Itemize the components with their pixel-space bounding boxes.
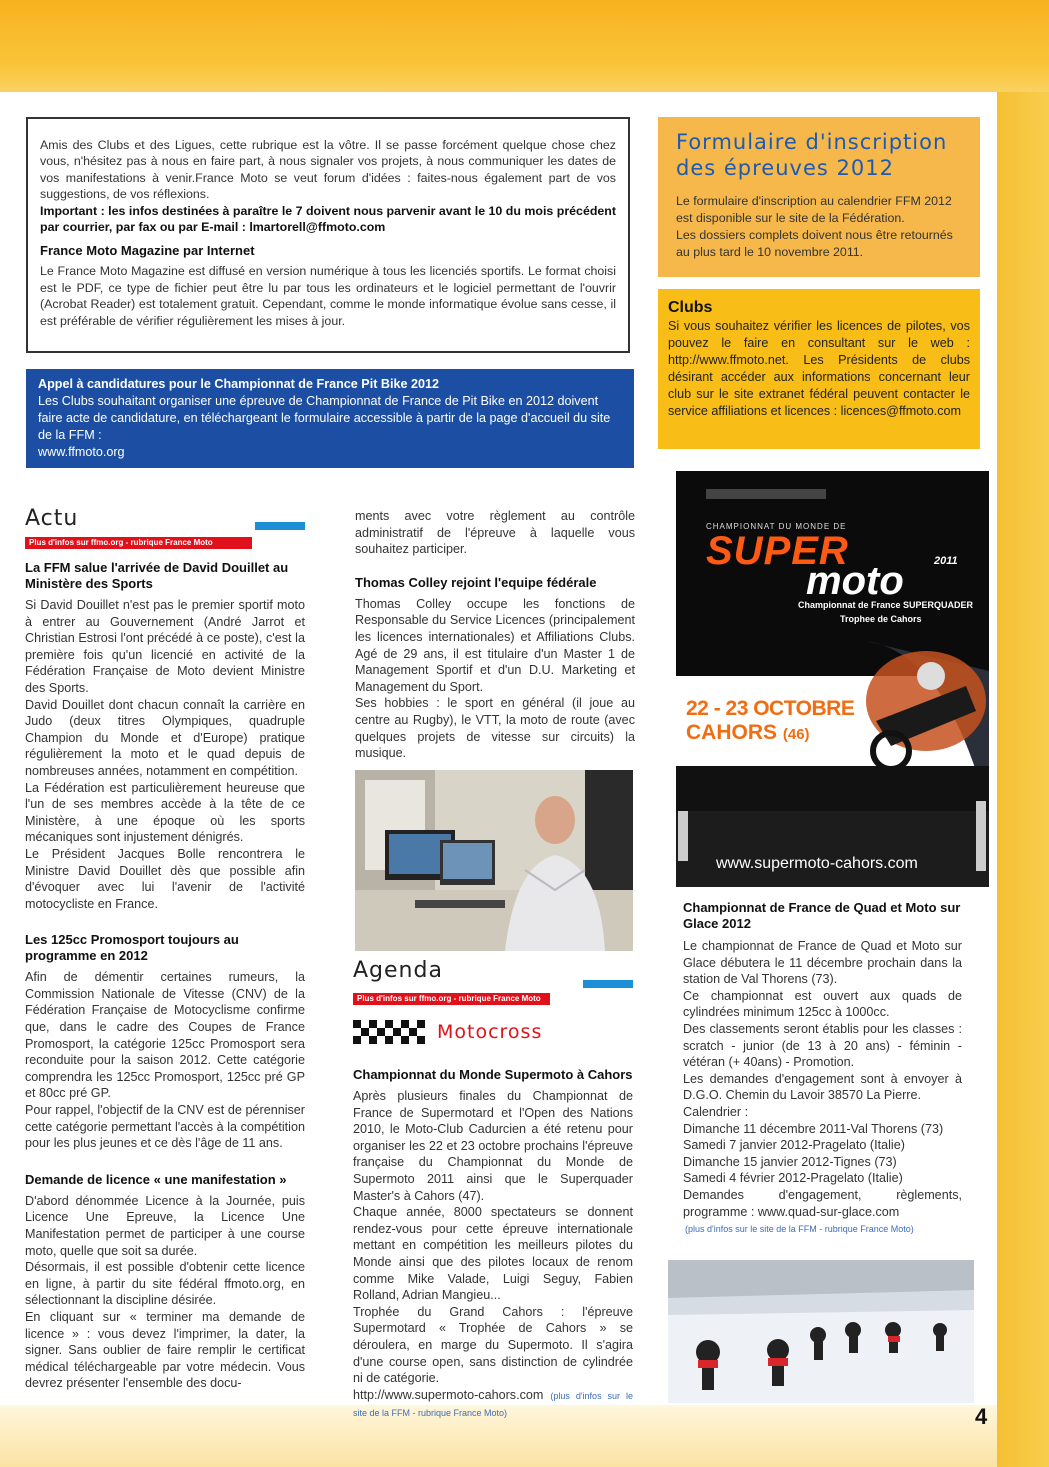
article-douillet-p4: Le Président Jacques Bolle rencontrera le Ministre David Douillet dès que possible afin d'évoquer avec lui l'avenir de l'activité motocycliste en France. xyxy=(25,846,305,911)
agenda-column xyxy=(353,1067,633,1422)
colley-photo xyxy=(355,770,633,951)
pitbike-box xyxy=(26,369,634,468)
quad-p3: Des classements seront établis pour les classes : scratch - junior (de 13 à 20 ans) - féminin - vétéran (+ 40ans) - Promotion. xyxy=(683,1021,962,1070)
actu-section-title: Actu xyxy=(25,506,79,531)
formulaire-box xyxy=(658,117,980,277)
article-douillet-title: La FFM salue l'arrivée de David Douillet au Ministère des Sports xyxy=(25,560,289,591)
page-number: 4 xyxy=(975,1404,988,1429)
pitbike-text: Les Clubs souhaitant organiser une épreuve de Championnat de France de Pit Bike en 2012 doivent faire acte de candidature, en téléchargeant le formulaire accessible à partir de la page d'accueil du site de la FFM : xyxy=(38,394,611,442)
poster-place xyxy=(686,721,810,745)
middle-column xyxy=(355,508,635,762)
formulaire-text1: Le formulaire d'inscription au calendrier FFM 2012 est disponible sur le site de la Fédération. xyxy=(676,194,952,225)
poster-top-line: CHAMPIONNAT DU MONDE DE xyxy=(706,522,847,531)
actu-blue-marker xyxy=(255,522,305,530)
clubs-title: Clubs xyxy=(668,299,713,316)
article-licence-p1: D'abord dénommée Licence à la Journée, puis Licence Une Epreuve, la Licence Une Manifestation permet de participer à une course moto, quelle que soit sa durée. xyxy=(25,1193,305,1258)
quad-title: Championnat de France de Quad et Moto sur Glace 2012 xyxy=(683,900,961,931)
poster-dates: 22 - 23 OCTOBRE xyxy=(686,697,855,720)
poster-super: SUPER xyxy=(706,529,849,573)
agenda-section-title: Agenda xyxy=(353,958,443,983)
poster-moto: moto xyxy=(806,559,904,603)
quad-date-3: Dimanche 15 janvier 2012-Tignes (73) xyxy=(683,1154,897,1169)
poster-sub2: Trophee de Cahors xyxy=(840,614,922,624)
poster-dept: (46) xyxy=(782,726,810,743)
quad-p4: Les demandes d'engagement sont à envoyer à D.G.O. Chemin du Lavoir 38570 La Pierre. xyxy=(683,1071,962,1103)
quad-p1: Le championnat de France de Quad et Moto sur Glace débutera le 11 décembre prochain dans la station de Val Thorens (73). xyxy=(683,939,962,987)
quad-date-2: Samedi 7 janvier 2012-Pragelato (Italie) xyxy=(683,1138,905,1153)
article-licence-p3: En cliquant sur « terminer ma demande de licence » : vous devez l'imprimer, la dater, la signer. Sans oublier de faire remplir le certificat médical téléchargeable par votre médecin. Vous devrez présenter l'ensemble des docu- xyxy=(25,1309,305,1391)
article-douillet-p3: La Fédération est particulièrement heureuse que l'un de ses membres accède à la tête de ce Ministère, à une époque où les sports mécaniques sont injustement dénigrés. xyxy=(25,780,305,845)
quad-date-1: Dimanche 11 décembre 2011-Val Thorens (73) xyxy=(683,1121,944,1136)
quad-p5: Demandes d'engagement, règlements, programme : www.quad-sur-glace.com xyxy=(683,1187,962,1219)
formulaire-text2: Les dossiers complets doivent nous être retournés au plus tard le 10 novembre 2011. xyxy=(676,228,953,259)
motocross-subtitle: Motocross xyxy=(437,1021,543,1043)
top-color-band xyxy=(0,0,1049,96)
article-douillet-p1: Si David Douillet n'est pas le premier sportif moto à entrer au Gouvernement (André Jarrot et Christian Estrosi l'ont précédé à ce poste), c'est la première fois qu'un licencié en activité de la Fédération Française de Moto devient Ministre des Sports. xyxy=(25,598,305,695)
actu-column xyxy=(25,560,305,1392)
internet-title: France Moto Magazine par Internet xyxy=(40,243,255,259)
intro-box xyxy=(26,117,630,353)
supermoto-more-info: (plus d'infos sur le site de la FFM - rubrique France Moto) xyxy=(353,1390,633,1419)
intro-important: Important : les infos destinées à paraître le 7 doivent nous parvenir avant le 10 du mois précédent par courrier, par fax ou par E-mail : lmartorell@ffmoto.com xyxy=(40,203,616,235)
formulaire-title: Formulaire d'inscription des épreuves 2012 xyxy=(676,130,948,180)
poster-url: www.supermoto-cahors.com xyxy=(716,855,918,872)
agenda-red-bar: Plus d'infos sur ffmo.org - rubrique France Moto xyxy=(353,993,550,1005)
supermoto-p3: Trophée du Grand Cahors : l'épreuve Supermotard « Trophée de Cahors » se déroulera, en marge du Supermoto. Il s'agira d'une course open, sans distinction de cylindrée ni de catégorie. xyxy=(353,1304,633,1386)
quad-column xyxy=(683,900,962,1234)
article-douillet-p2: David Douillet dont chacun connaît la carrière en Judo (deux titres Olympiques, quadruple Champion du Monde et d'Europe) pratique régulièrement la moto et le quad depuis de nombreuses années, notamment en compétition. xyxy=(25,697,305,778)
actu-red-bar: Plus d'infos sur ffmo.org - rubrique France Moto xyxy=(25,537,252,549)
article-licence-p2: Désormais, il est possible d'obtenir cette licence en ligne, à partir du site fédéral ffmoto.org, en sélectionnant la discipline désirée. xyxy=(25,1260,305,1308)
internet-text: Le France Moto Magazine est diffusé en version numérique à tous les licenciés sportifs. Le format choisi est le PDF, ce type de fichier peut être lu par tous les ordinateurs et le logiciel permettant de l'ouvrir (Acrobat Reader) est totalement gratuit. Cependant, comme le monde informatique évolue sans cesse, il est préférable de vérifier régulièrement les mises à jour. xyxy=(40,264,616,328)
article-colley-title: Thomas Colley rejoint l'equipe fédérale xyxy=(355,574,597,590)
article-colley-p1: Thomas Colley occupe les fonctions de Responsable du Service Licences (principalement les licences internationales) et Affiliations Clubs. Agé de 29 ans, il est titulaire d'un Master 1 de Management Sportif et d'un D.U. Marketing et Management du Sport. xyxy=(355,596,635,694)
intro-text: Amis des Clubs et des Ligues, cette rubrique est la vôtre. Il se passe forcément quelque chose chez vous, n'hésitez pas à nous en faire part, à nous signaler vos projets, à nous communiquer les dates de vos manifestations à venir.France Moto se veut forum d'idées : faites-nous également part de vos suggestions, de vos réflexions. xyxy=(40,138,616,202)
supermoto-title: Championnat du Monde Supermoto à Cahors xyxy=(353,1067,633,1082)
supermoto-p2: Chaque année, 8000 spectateurs se donnent rendez-vous pour cette épreuve internationale mettant en compétition les meilleurs pilotes du Monde ainsi que des pilotes locaux de renom comme Mike Valade, Luigi Seguy, Fabien Rolland, Adrian Mangieu... xyxy=(353,1205,633,1303)
agenda-blue-marker xyxy=(583,980,633,988)
poster-year: 2011 xyxy=(934,555,958,567)
poster-sub1: Championnat de France SUPERQUADER xyxy=(798,600,974,610)
clubs-box xyxy=(658,289,980,449)
article-colley-p2: Ses hobbies : le sport en général (il joue au centre au Rugby), le VTT, la moto de route (avec quelques projets de vitesse sur circuits) la musique. xyxy=(355,696,635,761)
checkered-flag-icon xyxy=(353,1020,425,1044)
pitbike-url[interactable]: www.ffmoto.org xyxy=(38,445,125,459)
article-promosport-p2: Pour rappel, l'objectif de la CNV est de pérenniser cette catégorie permettant l'accès à la compétition pour les plus jeunes et ce dès l'âge de 11 ans. xyxy=(25,1103,305,1151)
quad-p2: Ce championnat est ouvert aux quads de cylindrées minimum 125cc à 1000cc. xyxy=(683,988,962,1020)
quad-date-4: Samedi 4 février 2012-Pragelato (Italie) xyxy=(683,1171,903,1186)
supermoto-poster xyxy=(676,471,989,887)
ice-racing-photo xyxy=(668,1260,974,1403)
poster-place-name: CAHORS xyxy=(686,721,778,744)
quad-more-info: (plus d'infos sur le site de la FFM - rubrique France Moto) xyxy=(685,1224,914,1235)
right-color-strip xyxy=(997,92,1049,1467)
article-promosport-p1: Afin de démentir certaines rumeurs, la Commission Nationale de Vitesse (CNV) de la Fédération Française de Motocyclisme confirme que, dans le cadre des Coupes de France Promosport, la catégorie 125cc Promosport sera reconduite pour la saison 2012. Cette catégorie comprendra les 125cc Promosport, 125cc pré GP et 80cc pré GP. xyxy=(25,970,305,1101)
clubs-text: Si vous souhaitez vérifier les licences de pilotes, vos pouvez le faire en consultant sur le web : http://www.ffmoto.net. Les Présidents de clubs désirant accéder aux informations concernant leur club sur le site extranet fédéral peuvent contacter le service affiliations et licences : licences@ffmoto.com xyxy=(668,319,970,418)
quad-calendar-label: Calendrier : xyxy=(683,1104,749,1119)
supermoto-p1: Après plusieurs finales du Championnat de France de Supermotard et l'Open des Nations 2010, le Moto-Club Cadurcien a été retenu pour organiser les 22 et 23 octobre prochains l'épreuve française du Championnat du Monde de Supermoto 2011 ainsi que le Superquader Master's à Cahors (47). xyxy=(353,1089,633,1203)
article-licence-title: Demande de licence « une manifestation » xyxy=(25,1171,287,1187)
article-promosport-title: Les 125cc Promosport toujours au programme en 2012 xyxy=(25,932,239,964)
pitbike-title: Appel à candidatures pour le Championnat de France Pit Bike 2012 xyxy=(38,377,440,391)
licence-continuation: ments avec votre règlement au contrôle administratif de l'épreuve à laquelle vous souhaitez participer. xyxy=(355,509,635,557)
supermoto-url[interactable]: http://www.supermoto-cahors.com xyxy=(353,1387,544,1402)
